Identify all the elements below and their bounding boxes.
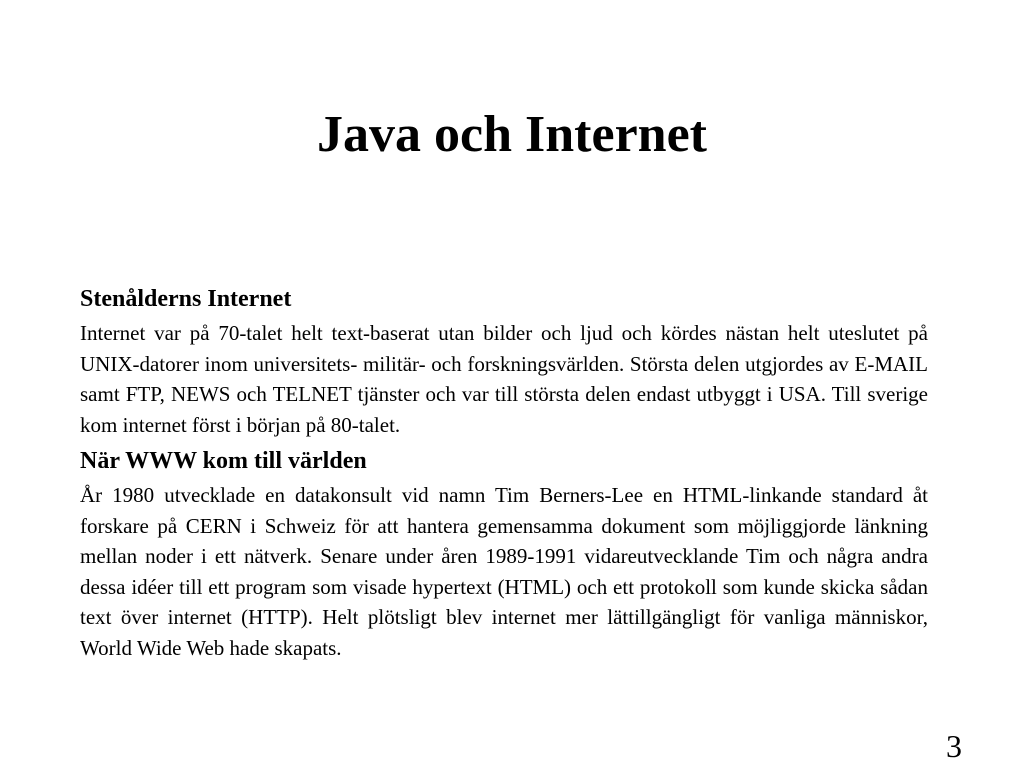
section-heading-stone-age: Stenålderns Internet (80, 286, 292, 312)
slide-content (80, 284, 928, 669)
section-heading-www: När WWW kom till världen (80, 448, 367, 474)
page-number: 3 (946, 728, 962, 764)
slide-title: Java och Internet (317, 106, 707, 163)
section-body-www: År 1980 utvecklade en datakonsult vid namn Tim Berners-Lee en HTML-linkande standard åt forskare på CERN i Schweiz för att hantera gemensamma dokument som möjliggjorde länkning mellan noder i ett nätverk. Senare under åren 1989-1991 vidareutvecklande Tim och några andra dessa idéer till ett program som visade hypertext (HTML) och ett protokoll som kunde skicka sådan text över internet (HTTP). Helt plötsligt blev internet mer lättillgängligt för vanliga människor, World Wide Web hade skapats. (80, 483, 928, 660)
section-body-stone-age: Internet var på 70-talet helt text-baserat utan bilder och ljud och kördes nästan helt uteslutet på UNIX-datorer inom universitets- militär- och forskningsvärlden. Största delen utgjordes av E-MAIL samt FTP, NEWS och TELNET tjänster och var till största delen endast utbyggt i USA. Till sverige kom internet först i början på 80-talet. (80, 321, 928, 437)
